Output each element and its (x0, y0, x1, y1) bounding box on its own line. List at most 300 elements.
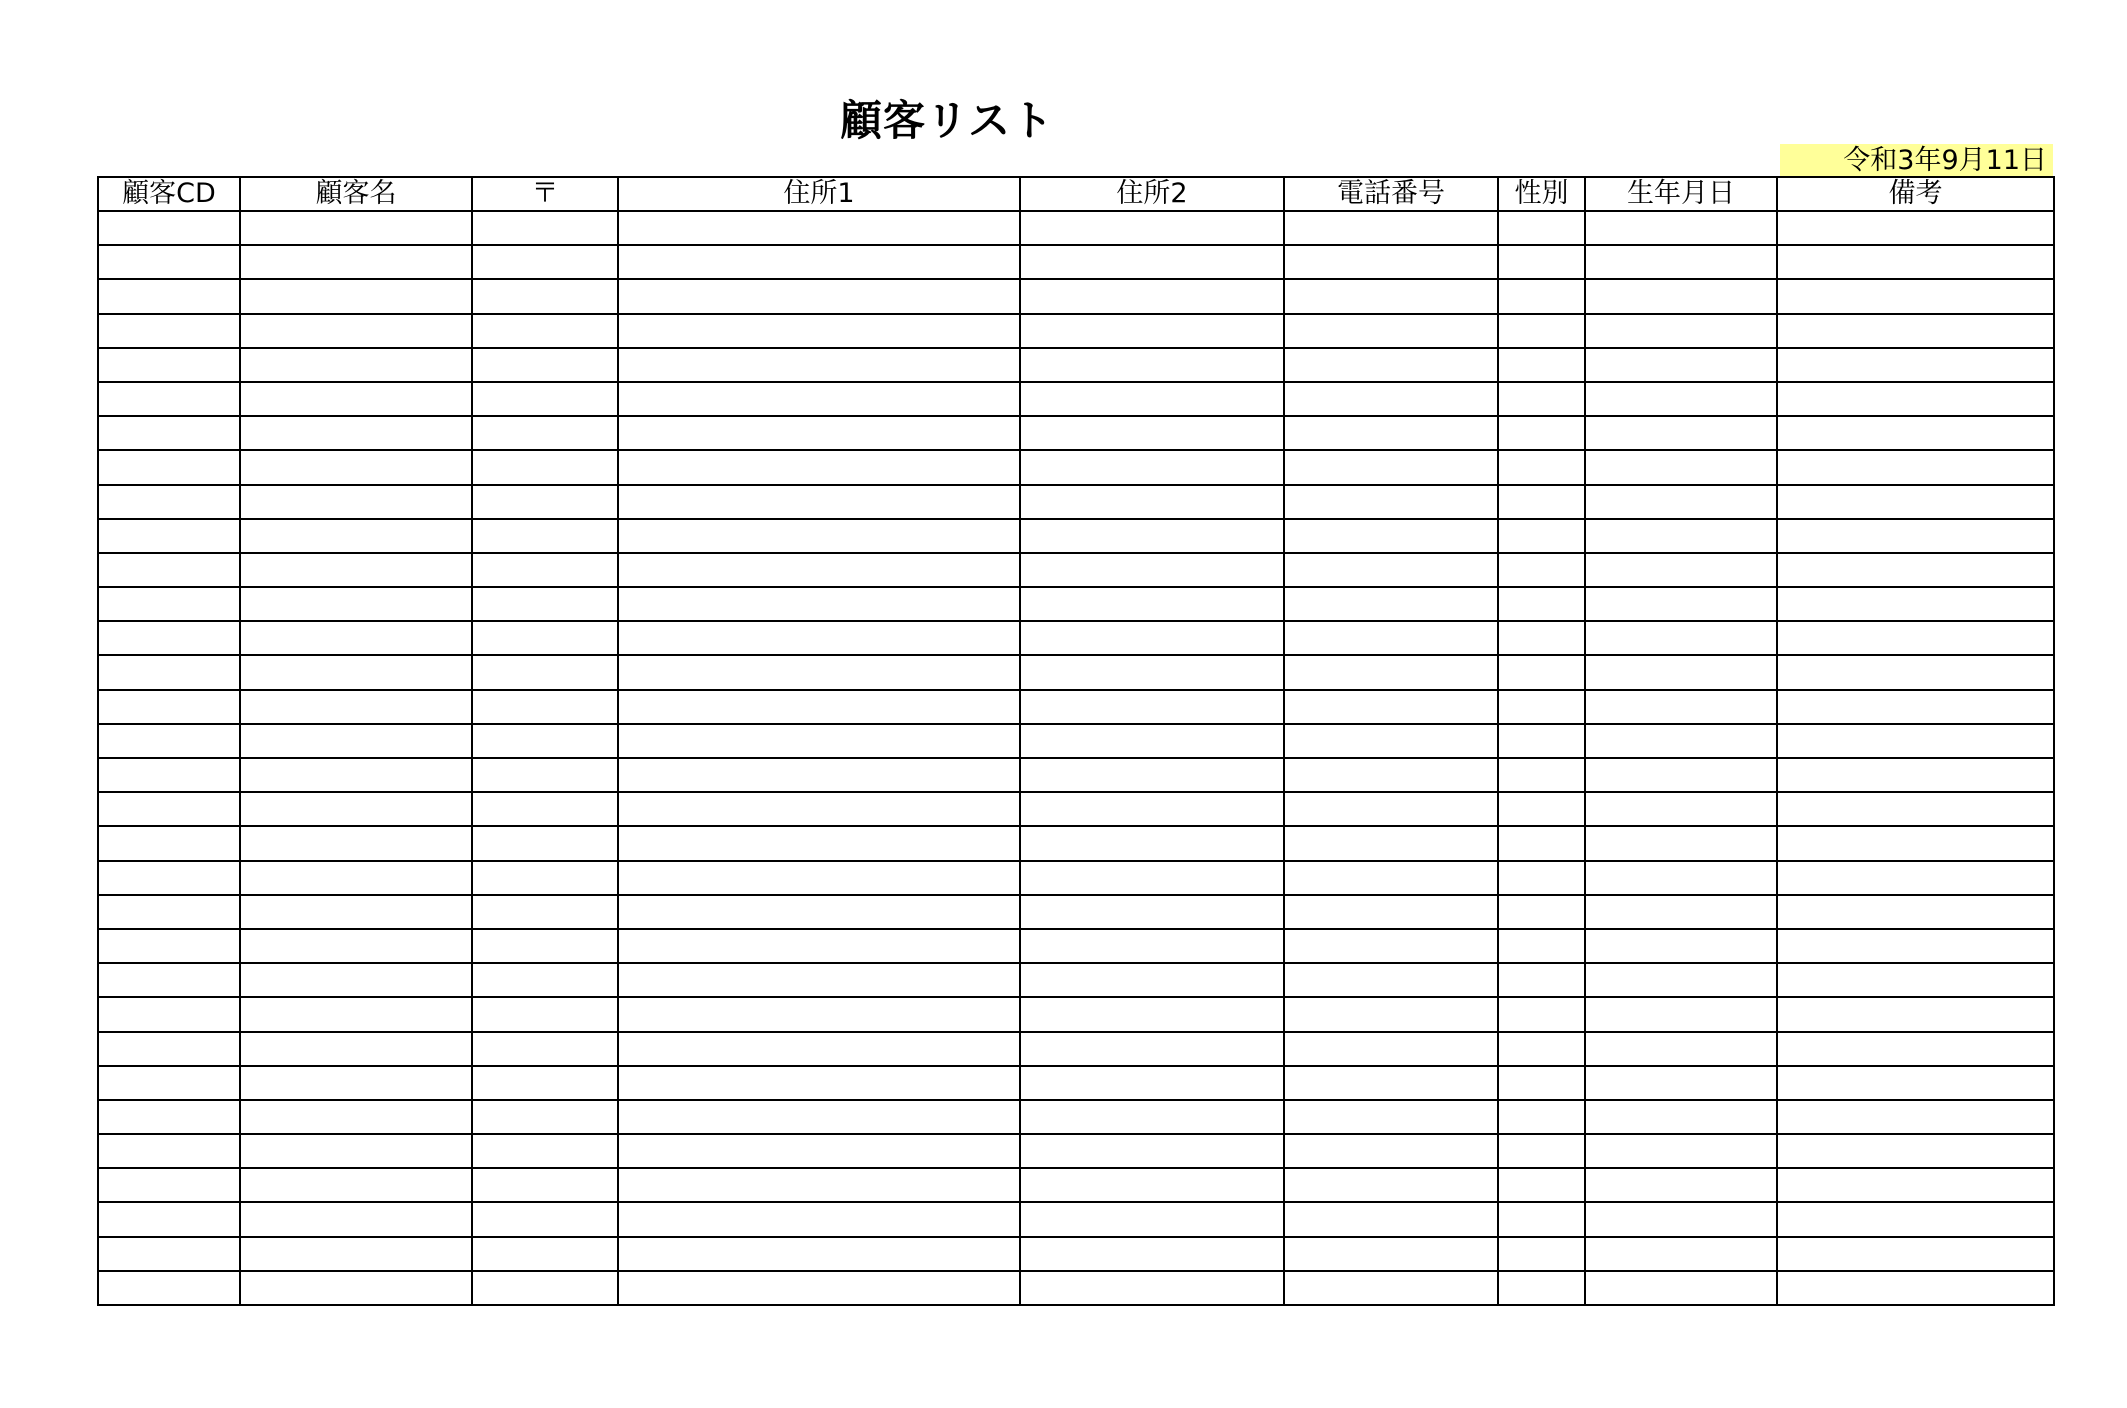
cell-postal-code[interactable] (472, 587, 618, 621)
cell-customer-name[interactable] (240, 1202, 472, 1236)
cell-customer-name[interactable] (240, 655, 472, 689)
cell-postal-code[interactable] (472, 485, 618, 519)
cell-postal-code[interactable] (472, 519, 618, 553)
cell-address-2[interactable] (1020, 690, 1284, 724)
cell-birthdate[interactable] (1585, 1237, 1777, 1271)
cell-customer-cd[interactable] (98, 314, 240, 348)
cell-postal-code[interactable] (472, 553, 618, 587)
cell-address-2[interactable] (1020, 245, 1284, 279)
cell-postal-code[interactable] (472, 1202, 618, 1236)
cell-phone[interactable] (1284, 416, 1498, 450)
cell-address-2[interactable] (1020, 1202, 1284, 1236)
cell-phone[interactable] (1284, 861, 1498, 895)
cell-customer-cd[interactable] (98, 724, 240, 758)
cell-birthdate[interactable] (1585, 690, 1777, 724)
cell-address-2[interactable] (1020, 963, 1284, 997)
cell-address-2[interactable] (1020, 1134, 1284, 1168)
cell-gender[interactable] (1498, 1032, 1585, 1066)
cell-customer-cd[interactable] (98, 1237, 240, 1271)
cell-address-1[interactable] (618, 1066, 1020, 1100)
cell-customer-cd[interactable] (98, 1168, 240, 1202)
cell-address-1[interactable] (618, 997, 1020, 1031)
cell-customer-cd[interactable] (98, 1100, 240, 1134)
cell-postal-code[interactable] (472, 416, 618, 450)
cell-postal-code[interactable] (472, 279, 618, 313)
cell-birthdate[interactable] (1585, 655, 1777, 689)
cell-customer-name[interactable] (240, 245, 472, 279)
cell-notes[interactable] (1777, 690, 2054, 724)
cell-notes[interactable] (1777, 929, 2054, 963)
cell-gender[interactable] (1498, 416, 1585, 450)
cell-phone[interactable] (1284, 1134, 1498, 1168)
cell-postal-code[interactable] (472, 1271, 618, 1305)
cell-customer-cd[interactable] (98, 1202, 240, 1236)
cell-address-1[interactable] (618, 861, 1020, 895)
cell-phone[interactable] (1284, 792, 1498, 826)
cell-gender[interactable] (1498, 929, 1585, 963)
cell-phone[interactable] (1284, 963, 1498, 997)
cell-address-1[interactable] (618, 929, 1020, 963)
cell-postal-code[interactable] (472, 724, 618, 758)
cell-notes[interactable] (1777, 758, 2054, 792)
cell-customer-name[interactable] (240, 1168, 472, 1202)
column-header-address-1[interactable]: 住所1 (618, 177, 1020, 211)
cell-gender[interactable] (1498, 1100, 1585, 1134)
cell-customer-name[interactable] (240, 1134, 472, 1168)
cell-postal-code[interactable] (472, 963, 618, 997)
cell-address-2[interactable] (1020, 279, 1284, 313)
cell-gender[interactable] (1498, 826, 1585, 860)
cell-phone[interactable] (1284, 1271, 1498, 1305)
cell-gender[interactable] (1498, 245, 1585, 279)
cell-address-2[interactable] (1020, 1032, 1284, 1066)
cell-address-1[interactable] (618, 416, 1020, 450)
cell-postal-code[interactable] (472, 621, 618, 655)
cell-postal-code[interactable] (472, 1032, 618, 1066)
cell-notes[interactable] (1777, 963, 2054, 997)
cell-address-2[interactable] (1020, 587, 1284, 621)
cell-customer-cd[interactable] (98, 963, 240, 997)
cell-customer-name[interactable] (240, 690, 472, 724)
cell-gender[interactable] (1498, 1168, 1585, 1202)
cell-customer-cd[interactable] (98, 416, 240, 450)
cell-gender[interactable] (1498, 1271, 1585, 1305)
cell-gender[interactable] (1498, 655, 1585, 689)
cell-gender[interactable] (1498, 314, 1585, 348)
cell-gender[interactable] (1498, 348, 1585, 382)
cell-birthdate[interactable] (1585, 450, 1777, 484)
cell-address-2[interactable] (1020, 485, 1284, 519)
cell-customer-name[interactable] (240, 929, 472, 963)
cell-customer-name[interactable] (240, 519, 472, 553)
cell-customer-cd[interactable] (98, 997, 240, 1031)
cell-address-1[interactable] (618, 450, 1020, 484)
cell-address-2[interactable] (1020, 655, 1284, 689)
cell-customer-cd[interactable] (98, 279, 240, 313)
cell-notes[interactable] (1777, 211, 2054, 245)
cell-customer-name[interactable] (240, 1100, 472, 1134)
cell-gender[interactable] (1498, 279, 1585, 313)
cell-address-1[interactable] (618, 382, 1020, 416)
cell-customer-name[interactable] (240, 826, 472, 860)
cell-customer-cd[interactable] (98, 861, 240, 895)
cell-notes[interactable] (1777, 1032, 2054, 1066)
cell-postal-code[interactable] (472, 997, 618, 1031)
cell-postal-code[interactable] (472, 450, 618, 484)
cell-birthdate[interactable] (1585, 826, 1777, 860)
cell-customer-cd[interactable] (98, 450, 240, 484)
cell-address-1[interactable] (618, 279, 1020, 313)
cell-notes[interactable] (1777, 997, 2054, 1031)
cell-address-1[interactable] (618, 621, 1020, 655)
cell-customer-cd[interactable] (98, 587, 240, 621)
cell-postal-code[interactable] (472, 792, 618, 826)
cell-address-1[interactable] (618, 758, 1020, 792)
column-header-gender[interactable]: 性別 (1498, 177, 1585, 211)
cell-notes[interactable] (1777, 1202, 2054, 1236)
cell-customer-name[interactable] (240, 450, 472, 484)
column-header-customer-cd[interactable]: 顧客CD (98, 177, 240, 211)
cell-phone[interactable] (1284, 553, 1498, 587)
cell-birthdate[interactable] (1585, 485, 1777, 519)
cell-birthdate[interactable] (1585, 724, 1777, 758)
column-header-notes[interactable]: 備考 (1777, 177, 2054, 211)
cell-phone[interactable] (1284, 1100, 1498, 1134)
cell-address-2[interactable] (1020, 450, 1284, 484)
column-header-postal-code[interactable]: 〒 (472, 177, 618, 211)
cell-address-1[interactable] (618, 519, 1020, 553)
column-header-customer-name[interactable]: 顧客名 (240, 177, 472, 211)
cell-address-2[interactable] (1020, 929, 1284, 963)
cell-customer-name[interactable] (240, 382, 472, 416)
cell-address-2[interactable] (1020, 314, 1284, 348)
cell-address-2[interactable] (1020, 1271, 1284, 1305)
cell-customer-name[interactable] (240, 997, 472, 1031)
cell-birthdate[interactable] (1585, 348, 1777, 382)
cell-notes[interactable] (1777, 1237, 2054, 1271)
cell-customer-name[interactable] (240, 1271, 472, 1305)
cell-phone[interactable] (1284, 279, 1498, 313)
cell-address-2[interactable] (1020, 792, 1284, 826)
cell-postal-code[interactable] (472, 314, 618, 348)
cell-address-1[interactable] (618, 1032, 1020, 1066)
cell-postal-code[interactable] (472, 1066, 618, 1100)
cell-address-2[interactable] (1020, 621, 1284, 655)
cell-gender[interactable] (1498, 1066, 1585, 1100)
cell-postal-code[interactable] (472, 1100, 618, 1134)
cell-address-2[interactable] (1020, 895, 1284, 929)
cell-customer-name[interactable] (240, 621, 472, 655)
cell-notes[interactable] (1777, 621, 2054, 655)
cell-notes[interactable] (1777, 450, 2054, 484)
cell-postal-code[interactable] (472, 1134, 618, 1168)
cell-customer-cd[interactable] (98, 895, 240, 929)
cell-phone[interactable] (1284, 758, 1498, 792)
cell-address-2[interactable] (1020, 861, 1284, 895)
cell-customer-name[interactable] (240, 553, 472, 587)
cell-birthdate[interactable] (1585, 1032, 1777, 1066)
cell-birthdate[interactable] (1585, 621, 1777, 655)
cell-customer-name[interactable] (240, 348, 472, 382)
cell-postal-code[interactable] (472, 690, 618, 724)
cell-customer-name[interactable] (240, 211, 472, 245)
cell-birthdate[interactable] (1585, 1202, 1777, 1236)
cell-gender[interactable] (1498, 861, 1585, 895)
cell-gender[interactable] (1498, 485, 1585, 519)
cell-phone[interactable] (1284, 895, 1498, 929)
cell-postal-code[interactable] (472, 758, 618, 792)
cell-notes[interactable] (1777, 314, 2054, 348)
cell-gender[interactable] (1498, 1237, 1585, 1271)
cell-birthdate[interactable] (1585, 758, 1777, 792)
cell-customer-name[interactable] (240, 724, 472, 758)
cell-phone[interactable] (1284, 621, 1498, 655)
cell-customer-name[interactable] (240, 758, 472, 792)
cell-phone[interactable] (1284, 1032, 1498, 1066)
cell-address-1[interactable] (618, 655, 1020, 689)
cell-phone[interactable] (1284, 1237, 1498, 1271)
cell-address-2[interactable] (1020, 553, 1284, 587)
cell-phone[interactable] (1284, 348, 1498, 382)
cell-gender[interactable] (1498, 621, 1585, 655)
cell-address-2[interactable] (1020, 1168, 1284, 1202)
cell-postal-code[interactable] (472, 382, 618, 416)
cell-customer-name[interactable] (240, 279, 472, 313)
cell-customer-cd[interactable] (98, 1134, 240, 1168)
cell-customer-cd[interactable] (98, 1271, 240, 1305)
cell-customer-name[interactable] (240, 963, 472, 997)
cell-address-1[interactable] (618, 963, 1020, 997)
cell-customer-cd[interactable] (98, 1032, 240, 1066)
cell-birthdate[interactable] (1585, 792, 1777, 826)
cell-phone[interactable] (1284, 655, 1498, 689)
cell-customer-cd[interactable] (98, 1066, 240, 1100)
table-row (98, 553, 2054, 587)
cell-address-1[interactable] (618, 690, 1020, 724)
cell-birthdate[interactable] (1585, 997, 1777, 1031)
cell-customer-cd[interactable] (98, 211, 240, 245)
cell-address-1[interactable] (618, 1237, 1020, 1271)
cell-notes[interactable] (1777, 861, 2054, 895)
cell-phone[interactable] (1284, 314, 1498, 348)
cell-birthdate[interactable] (1585, 587, 1777, 621)
cell-address-2[interactable] (1020, 724, 1284, 758)
cell-customer-cd[interactable] (98, 382, 240, 416)
cell-postal-code[interactable] (472, 1168, 618, 1202)
cell-phone[interactable] (1284, 1168, 1498, 1202)
cell-birthdate[interactable] (1585, 279, 1777, 313)
cell-birthdate[interactable] (1585, 1271, 1777, 1305)
cell-gender[interactable] (1498, 211, 1585, 245)
cell-gender[interactable] (1498, 519, 1585, 553)
cell-address-2[interactable] (1020, 416, 1284, 450)
cell-phone[interactable] (1284, 997, 1498, 1031)
cell-address-1[interactable] (618, 245, 1020, 279)
cell-notes[interactable] (1777, 245, 2054, 279)
cell-postal-code[interactable] (472, 826, 618, 860)
cell-customer-cd[interactable] (98, 245, 240, 279)
cell-phone[interactable] (1284, 587, 1498, 621)
cell-birthdate[interactable] (1585, 553, 1777, 587)
cell-postal-code[interactable] (472, 1237, 618, 1271)
cell-address-1[interactable] (618, 587, 1020, 621)
column-header-address-2[interactable]: 住所2 (1020, 177, 1284, 211)
cell-notes[interactable] (1777, 485, 2054, 519)
cell-phone[interactable] (1284, 826, 1498, 860)
cell-address-2[interactable] (1020, 519, 1284, 553)
cell-postal-code[interactable] (472, 929, 618, 963)
cell-address-1[interactable] (618, 1168, 1020, 1202)
cell-notes[interactable] (1777, 382, 2054, 416)
cell-phone[interactable] (1284, 1066, 1498, 1100)
cell-postal-code[interactable] (472, 348, 618, 382)
cell-gender[interactable] (1498, 382, 1585, 416)
cell-address-1[interactable] (618, 1100, 1020, 1134)
cell-customer-name[interactable] (240, 895, 472, 929)
cell-address-1[interactable] (618, 485, 1020, 519)
cell-customer-cd[interactable] (98, 519, 240, 553)
cell-notes[interactable] (1777, 1100, 2054, 1134)
cell-address-2[interactable] (1020, 1066, 1284, 1100)
cell-address-2[interactable] (1020, 382, 1284, 416)
cell-customer-name[interactable] (240, 1237, 472, 1271)
cell-phone[interactable] (1284, 1202, 1498, 1236)
cell-address-1[interactable] (618, 314, 1020, 348)
cell-notes[interactable] (1777, 416, 2054, 450)
cell-customer-name[interactable] (240, 416, 472, 450)
cell-address-1[interactable] (618, 348, 1020, 382)
cell-gender[interactable] (1498, 724, 1585, 758)
cell-birthdate[interactable] (1585, 963, 1777, 997)
cell-address-1[interactable] (618, 724, 1020, 758)
cell-customer-cd[interactable] (98, 485, 240, 519)
cell-notes[interactable] (1777, 1271, 2054, 1305)
cell-postal-code[interactable] (472, 655, 618, 689)
cell-notes[interactable] (1777, 553, 2054, 587)
cell-customer-name[interactable] (240, 314, 472, 348)
cell-customer-cd[interactable] (98, 826, 240, 860)
cell-phone[interactable] (1284, 245, 1498, 279)
cell-customer-name[interactable] (240, 485, 472, 519)
cell-customer-cd[interactable] (98, 690, 240, 724)
cell-notes[interactable] (1777, 655, 2054, 689)
cell-gender[interactable] (1498, 758, 1585, 792)
cell-address-2[interactable] (1020, 1100, 1284, 1134)
cell-gender[interactable] (1498, 587, 1585, 621)
cell-birthdate[interactable] (1585, 211, 1777, 245)
cell-customer-cd[interactable] (98, 929, 240, 963)
cell-address-2[interactable] (1020, 348, 1284, 382)
cell-address-2[interactable] (1020, 826, 1284, 860)
cell-birthdate[interactable] (1585, 1100, 1777, 1134)
cell-notes[interactable] (1777, 279, 2054, 313)
cell-notes[interactable] (1777, 519, 2054, 553)
cell-customer-cd[interactable] (98, 792, 240, 826)
cell-customer-cd[interactable] (98, 553, 240, 587)
cell-customer-cd[interactable] (98, 348, 240, 382)
cell-customer-cd[interactable] (98, 655, 240, 689)
cell-phone[interactable] (1284, 724, 1498, 758)
cell-address-1[interactable] (618, 895, 1020, 929)
cell-address-1[interactable] (618, 1271, 1020, 1305)
cell-customer-cd[interactable] (98, 758, 240, 792)
cell-birthdate[interactable] (1585, 245, 1777, 279)
cell-phone[interactable] (1284, 519, 1498, 553)
table-row (98, 416, 2054, 450)
cell-phone[interactable] (1284, 690, 1498, 724)
cell-address-1[interactable] (618, 792, 1020, 826)
cell-birthdate[interactable] (1585, 314, 1777, 348)
cell-customer-cd[interactable] (98, 621, 240, 655)
cell-gender[interactable] (1498, 963, 1585, 997)
date-cell[interactable]: 令和3年9月11日 (1780, 144, 2053, 177)
cell-notes[interactable] (1777, 1134, 2054, 1168)
cell-address-1[interactable] (618, 1202, 1020, 1236)
cell-postal-code[interactable] (472, 211, 618, 245)
cell-address-2[interactable] (1020, 997, 1284, 1031)
cell-birthdate[interactable] (1585, 1066, 1777, 1100)
cell-phone[interactable] (1284, 485, 1498, 519)
cell-customer-name[interactable] (240, 792, 472, 826)
cell-address-2[interactable] (1020, 1237, 1284, 1271)
cell-birthdate[interactable] (1585, 1168, 1777, 1202)
cell-gender[interactable] (1498, 792, 1585, 826)
cell-customer-name[interactable] (240, 861, 472, 895)
cell-gender[interactable] (1498, 450, 1585, 484)
cell-notes[interactable] (1777, 826, 2054, 860)
cell-birthdate[interactable] (1585, 1134, 1777, 1168)
cell-phone[interactable] (1284, 450, 1498, 484)
cell-address-2[interactable] (1020, 758, 1284, 792)
cell-birthdate[interactable] (1585, 416, 1777, 450)
cell-address-2[interactable] (1020, 211, 1284, 245)
cell-gender[interactable] (1498, 690, 1585, 724)
cell-gender[interactable] (1498, 553, 1585, 587)
cell-notes[interactable] (1777, 895, 2054, 929)
cell-birthdate[interactable] (1585, 519, 1777, 553)
column-header-birthdate[interactable]: 生年月日 (1585, 177, 1777, 211)
cell-notes[interactable] (1777, 1168, 2054, 1202)
cell-gender[interactable] (1498, 895, 1585, 929)
cell-birthdate[interactable] (1585, 895, 1777, 929)
cell-phone[interactable] (1284, 929, 1498, 963)
cell-customer-name[interactable] (240, 1066, 472, 1100)
cell-notes[interactable] (1777, 587, 2054, 621)
cell-gender[interactable] (1498, 997, 1585, 1031)
cell-address-1[interactable] (618, 826, 1020, 860)
cell-notes[interactable] (1777, 1066, 2054, 1100)
cell-notes[interactable] (1777, 792, 2054, 826)
column-header-phone[interactable]: 電話番号 (1284, 177, 1498, 211)
cell-postal-code[interactable] (472, 861, 618, 895)
cell-phone[interactable] (1284, 382, 1498, 416)
cell-postal-code[interactable] (472, 245, 618, 279)
cell-postal-code[interactable] (472, 895, 618, 929)
cell-gender[interactable] (1498, 1134, 1585, 1168)
cell-notes[interactable] (1777, 724, 2054, 758)
cell-customer-name[interactable] (240, 1032, 472, 1066)
cell-birthdate[interactable] (1585, 382, 1777, 416)
cell-notes[interactable] (1777, 348, 2054, 382)
cell-birthdate[interactable] (1585, 861, 1777, 895)
cell-customer-name[interactable] (240, 587, 472, 621)
cell-phone[interactable] (1284, 211, 1498, 245)
cell-address-1[interactable] (618, 1134, 1020, 1168)
cell-gender[interactable] (1498, 1202, 1585, 1236)
cell-birthdate[interactable] (1585, 929, 1777, 963)
cell-address-1[interactable] (618, 211, 1020, 245)
cell-address-1[interactable] (618, 553, 1020, 587)
